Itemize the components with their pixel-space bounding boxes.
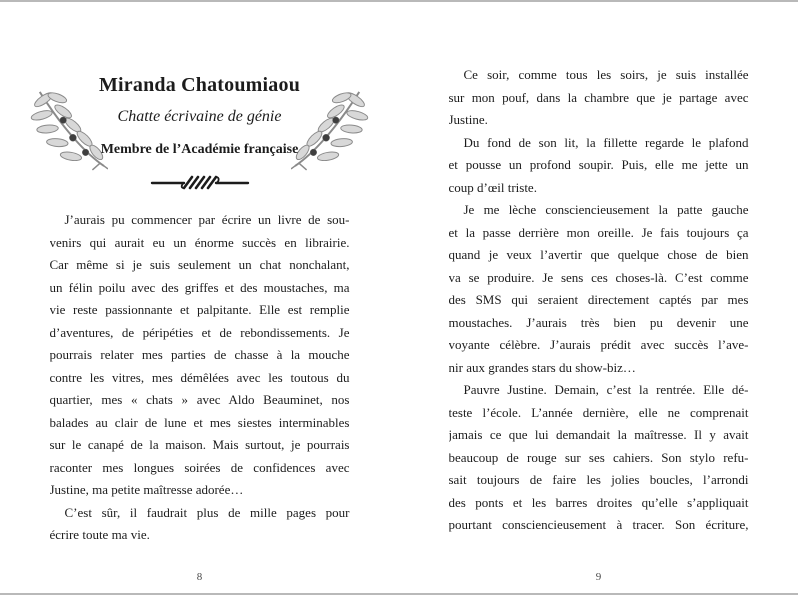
text-line: voyante célèbre. J’aurais prédit avec succès l’ave- [448,337,749,352]
text-line: Je me lèche consciencieusement la patte gauche [463,202,749,217]
text-line: Pauvre Justine. Demain, c’est la rentrée. Elle dé- [463,382,749,397]
text-line: beaucoup de rouge sur ses cahiers. Son stylo refu- [448,449,749,465]
text-line: écrire toute ma vie. [49,527,150,542]
author-title: Miranda Chatoumiaou [98,74,301,96]
text-line: nir aux grandes stars du show-biz… [448,359,636,375]
right-page-text [449,0,749,537]
right-page [399,0,798,601]
text-line: J’aurais pu commencer par écrire un livre de sou- [64,212,350,227]
text-line: Ce soir, comme tous les soirs, je suis installée [463,67,749,82]
text-line: sur mon pouf, dans la chambre que je partage avec [448,89,749,105]
text-line: des SMS qui seraient directement captés par mes [448,292,749,307]
text-line: des ponts et les barres droites qu’elle s’appliquait [448,494,749,510]
text-line: Justine. [448,112,488,127]
text-line: teste l’école. L’année dernière, elle ne comprenait [448,404,749,420]
text-line: jamais ce que lui demandait la maîtresse. Il y avait [448,427,749,442]
text-line: quand je veux l’avertir que quelque chose de bien [448,247,749,262]
text-line: coup d’œil triste. [448,179,537,195]
text-line: Car même si je suis seulement un chat nonchalant, [49,257,350,272]
text-line: sur le canapé de la maison. Mais surtout, je pourrais [49,437,350,452]
text-line: et la passe derrière mon oreille. Je fais toujours ça [448,224,749,240]
text-line: balades au clair de lune et mes siestes interminables [49,414,350,430]
page-number-left: 8 [196,571,203,583]
text-line: d’aventures, de péripéties et de rebondissements. Je [49,324,350,340]
text-line: et pousse un profond soupir. Puis, elle me jette un [448,157,749,172]
text-line: C’est sûr, il faudrait plus de mille pages pour [64,504,350,520]
bottom-rule [0,593,798,595]
left-page-text [50,209,350,547]
chapter-header [0,0,399,194]
text-line: va se produire. Je sens ces choses-là. C’est comme [448,269,749,285]
text-line: Du fond de son lit, la fillette regarde le plafond [463,134,749,150]
rope-twist-divider-icon [150,172,250,194]
text-line: raconter mes longues soirées de confidences avec [49,459,350,475]
author-subtitle: Chatte écrivaine de génie [117,108,282,125]
text-line: Justine, ma petite maîtresse adorée… [49,482,244,497]
author-affiliation: Membre de l’Académie française [100,142,299,157]
text-line: pourrais relater mes parties de chasse à la mouche [49,347,350,362]
page-number-right: 9 [595,571,602,583]
text-line: pourtant consciencieusement à tracer. Son écriture, [448,517,749,532]
text-line: moustaches. J’aurais très bien pu devenir une [448,314,749,330]
text-line: venirs qui aurait eu un énorme succès en librairie. [49,234,350,250]
text-line: un félin poilu avec des griffes et des moustaches, ma [49,279,350,295]
text-line: quartier, mes « chats » avec Aldo Beauminet, nos [49,392,350,407]
text-line: sait toujours de faire les jolies boucles, l’arrondi [448,472,749,487]
text-line: vie reste passionnante et palpitante. Elle est remplie [49,302,350,317]
text-line: contre les vitres, mes démêlées avec les toutous du [49,369,350,385]
